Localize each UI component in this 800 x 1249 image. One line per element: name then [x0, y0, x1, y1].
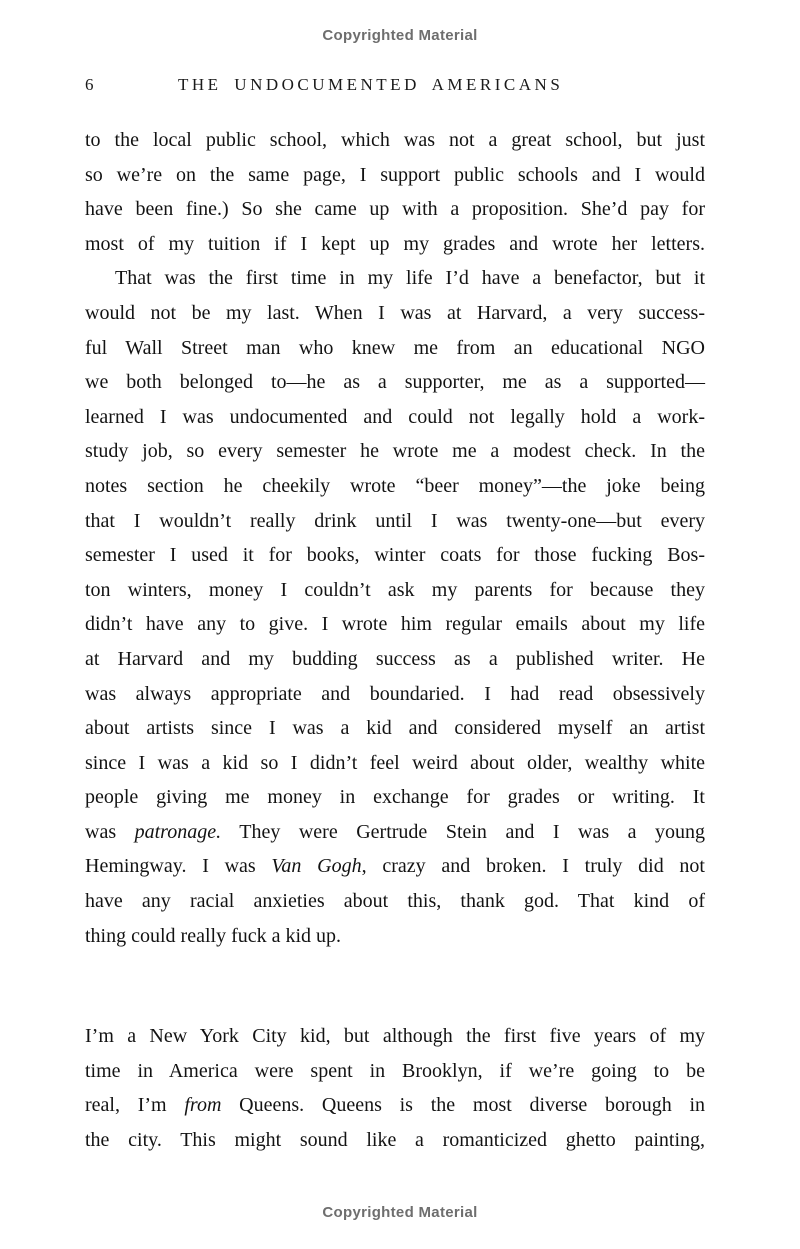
running-head: THE UNDOCUMENTED AMERICANS	[178, 75, 564, 94]
text-segment: thing could really fuck a kid up.	[85, 924, 342, 947]
text-segment: so we’re on the same page, I support public schools and I would	[85, 163, 705, 186]
italic-text: patronage.	[134, 820, 222, 843]
text-segment: we both belonged to—he as a supporter, me as a supported—	[85, 371, 705, 394]
text-segment: Queens. Queens is the most diverse borough in	[221, 1094, 705, 1117]
paragraph	[85, 123, 705, 261]
text-segment: at Harvard and my budding success as a published writer. He	[85, 647, 705, 670]
body-line	[85, 642, 705, 677]
body-line	[85, 711, 705, 746]
text-segment: time in America were spent in Brooklyn, if we’re going to be	[85, 1059, 705, 1082]
body-line	[85, 158, 705, 193]
body-line	[85, 400, 705, 435]
italic-text: from	[184, 1094, 222, 1117]
text-segment: that I wouldn’t really drink until I was twenty-one—but every	[85, 509, 705, 532]
body-line	[85, 434, 705, 469]
text-segment: would not be my last. When I was at Harvard, a very success-	[85, 301, 705, 324]
text-segment: the city. This might sound like a romanticized ghetto painting,	[85, 1129, 705, 1152]
text-segment: real, I’m	[85, 1094, 185, 1117]
text-segment: most of my tuition if I kept up my grades and wrote her letters.	[85, 232, 705, 255]
body-line	[85, 538, 705, 573]
body-line	[85, 849, 705, 884]
text-segment: ton winters, money I couldn’t ask my parents for because they	[85, 578, 705, 601]
text-segment: That was the first time in my life I’d have a benefactor, but it	[115, 267, 705, 290]
page-body	[85, 123, 705, 1158]
body-line	[85, 573, 705, 608]
body-line	[85, 780, 705, 815]
body-line	[85, 1088, 705, 1123]
body-line	[85, 746, 705, 781]
body-line	[85, 261, 705, 296]
body-line	[85, 1054, 705, 1089]
text-segment: notes section he cheekily wrote “beer money”—the joke being	[85, 474, 705, 497]
text-segment: didn’t have any to give. I wrote him regular emails about my life	[85, 613, 705, 636]
body-line	[85, 504, 705, 539]
paragraph	[85, 1019, 705, 1157]
text-segment: Hemingway. I was	[85, 855, 272, 878]
text-segment: to the local public school, which was not a great school, but just	[85, 129, 705, 151]
text-segment: was	[85, 820, 135, 843]
body-line	[85, 123, 705, 158]
text-segment: semester I used it for books, winter coats for those fucking Bos-	[85, 544, 705, 567]
body-line	[85, 677, 705, 712]
text-segment: since I was a kid so I didn’t feel weird about older, wealthy white	[85, 751, 705, 774]
body-line	[85, 227, 705, 262]
body-line	[85, 1123, 705, 1158]
text-segment: learned I was undocumented and could not legally hold a work-	[85, 405, 705, 428]
body-line	[85, 815, 705, 850]
italic-text: Van Gogh	[271, 855, 362, 878]
body-line	[85, 1019, 705, 1054]
text-segment: study job, so every semester he wrote me a modest check. In the	[85, 440, 705, 463]
copyright-banner-top: Copyrighted Material	[322, 27, 478, 44]
text-segment: I’m a New York City kid, but although the first five years of my	[85, 1025, 705, 1048]
body-line	[85, 884, 705, 919]
text-segment: , crazy and broken. I truly did not	[361, 855, 705, 878]
text-segment: have any racial anxieties about this, thank god. That kind of	[85, 890, 705, 913]
text-segment: people giving me money in exchange for grades or writing. It	[85, 786, 705, 809]
text-segment: They were Gertrude Stein and I was a young	[221, 820, 706, 843]
text-segment: was always appropriate and boundaried. I had read obsessively	[85, 682, 705, 705]
body-line	[85, 192, 705, 227]
copyright-banner-bottom: Copyrighted Material	[322, 1204, 478, 1221]
body-line	[85, 296, 705, 331]
text-segment: ful Wall Street man who knew me from an educational NGO	[85, 336, 705, 359]
text-segment: about artists since I was a kid and considered myself an artist	[85, 717, 705, 740]
page-number: 6	[85, 75, 94, 94]
body-line	[85, 469, 705, 504]
paragraph	[85, 261, 705, 953]
body-line	[85, 365, 705, 400]
text-segment: have been fine.) So she came up with a proposition. She’d pay for	[85, 198, 705, 221]
body-line	[85, 919, 705, 954]
body-line	[85, 331, 705, 366]
body-line	[85, 607, 705, 642]
